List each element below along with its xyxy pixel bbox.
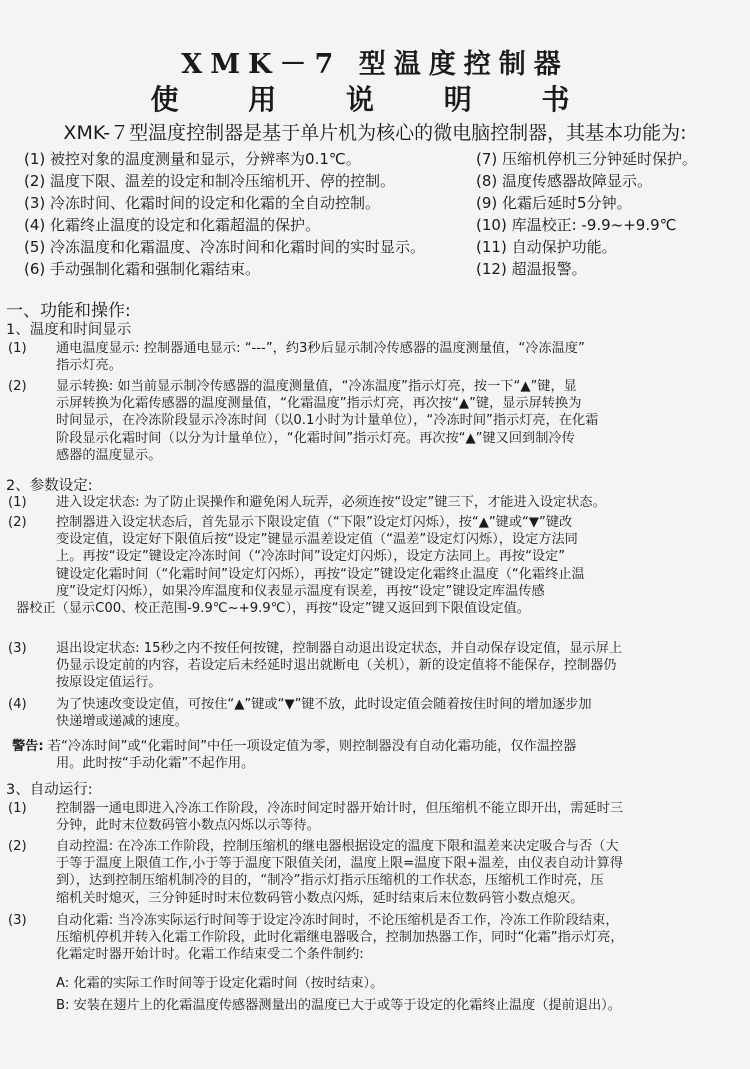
- feature-item: (11) 自动保护功能。: [476, 238, 617, 256]
- section-heading: 一、功能和操作:: [6, 301, 131, 321]
- feature-item: (2) 温度下限、温差的设定和制冷压缩机开、停的控制。: [24, 172, 396, 190]
- feature-list-right: [476, 148, 697, 280]
- subsection-heading: 2、参数设定:: [6, 478, 93, 494]
- feature-item: (12) 超温报警。: [476, 260, 587, 278]
- warning-block: 警告: 若“冷冻时间”或“化霜时间”中任一项设定值为零，则控制器没有自动化霜功能，仅作温控器 用。此时按“手动化霜”不起作用。: [12, 739, 577, 772]
- condition-a: A: 化霜的实际工作时间等于设定化霜时间（按时结束）。: [56, 976, 384, 991]
- page-title: XMK－7 型温度控制器: [181, 49, 569, 80]
- paragraph: (3) 退出设定状态: 15秒之内不按任何按键，控制器自动退出设定状态，并自动保存设定值，显示屏上 仍显示设定前的内容，若设定后未经延时退出就断电（关机），新的设定值将不能保存，控制器仍 按原设定值运行。: [8, 641, 623, 691]
- feature-item: (9) 化霜后延时5分钟。: [476, 194, 632, 212]
- page-subtitle: 使 用 说 明 书: [150, 83, 600, 116]
- condition-b: B: 安装在翅片上的化霜温度传感器测量出的温度已大于或等于设定的化霜终止温度（提前退出）。: [56, 998, 621, 1013]
- feature-item: (8) 温度传感器故障显示。: [476, 172, 653, 190]
- subsection-heading: 3、自动运行:: [6, 782, 93, 798]
- feature-item: (6) 手动强制化霜和强制化霜结束。: [24, 260, 261, 278]
- feature-item: (1) 被控对象的温度测量和显示，分辨率为0.1℃。: [24, 150, 361, 168]
- feature-item: (5) 冷冻温度和化霜温度、冷冻时间和化霜时间的实时显示。: [24, 238, 426, 256]
- warning-label: 警告:: [12, 739, 44, 754]
- paragraph: (3) 自动化霜: 当冷冻实际运行时间等于设定冷冻时间时，不论压缩机是否工作，冷冻工作阶段结束， 压缩机停机并转入化霜工作阶段，此时化霜继电器吸合，控制加热器工作，同时“化霜”指示灯亮， 化霜定时器开始计时。化霜工作结束受二个条件制约:: [8, 913, 624, 963]
- intro-text: XMK-７型温度控制器是基于单片机为核心的微电脑控制器，其基本功能为:: [63, 122, 687, 144]
- paragraph: (1) 控制器一通电即进入冷冻工作阶段，冷冻时间定时器开始计时，但压缩机不能立即开出，需延时三 分钟，此时末位数码管小数点闪烁以示等待。: [8, 801, 624, 834]
- feature-item: (10) 库温校正: -9.9~+9.9℃: [476, 216, 677, 234]
- feature-list-left: [24, 148, 425, 280]
- paragraph: (2) 控制器进入设定状态后，首先显示下限设定值（“下限”设定灯闪烁），按“▲”键或“▼”键改 变设定值，设定好下限值后按“设定”键显示温差设定值（“温差”设定灯闪烁），设定方法同 上。再按“设定”键设定冷冻时间（“冷冻时间”设定灯闪烁），设定方法同上。再按“设定” 键设定化霜时间（“化霜时间”设定灯闪烁），再按“设定”键设定化霜终止温度（“化霜终止温 度”设定灯闪烁），如果冷库温度和仪表显示温度有误差，再按“设定”键设定库温传感 器校正（显示C00、校正范围-9.9℃~+9.9℃），再按“设定”键又返回到下限值设定值。: [8, 515, 585, 616]
- feature-item: (7) 压缩机停机三分钟延时保护。: [476, 150, 698, 168]
- feature-item: (3) 冷冻时间、化霜时间的设定和化霜的全自动控制。: [24, 194, 381, 212]
- feature-item: (4) 化霜终止温度的设定和化霜超温的保护。: [24, 216, 321, 234]
- paragraph: (2) 显示转换: 如当前显示制冷传感器的温度测量值，“冷冻温度”指示灯亮，按一下“▲”键，显 示屏转换为化霜传感器的温度测量值，“化霜温度”指示灯亮，再次按“▲”键，显示屏转换为 时间显示，在冷冻阶段显示冷冻时间（以0.1小时为计量单位），“冷冻时间”指示灯亮，在化霜 阶段显示化霜时间（以分为计量单位），“化霜时间”指示灯亮。再次按“▲”键又回到制冷传 感器的温度显示。: [8, 379, 599, 463]
- subsection-heading: 1、温度和时间显示: [6, 322, 132, 338]
- paragraph: (1) 进入设定状态: 为了防止误操作和避免闲人玩弄，必须连按“设定”键三下，才能进入设定状态。: [8, 495, 606, 510]
- paragraph: (4) 为了快速改变设定值，可按住“▲”键或“▼”键不放，此时设定值会随着按住时间的增加逐步加 快递增或递减的速度。: [8, 697, 592, 730]
- paragraph: (2) 自动控温: 在冷冻工作阶段，控制压缩机的继电器根据设定的温度下限和温差来决定吸合与否（大 于等于温度上限值工作,小于等于温度下限值关闭，温度上限=温度下限+温差，由仪表自动计算得 到），达到控制压缩机制冷的目的，“制冷”指示灯指示压缩机的工作状态，压缩机工作时亮，压 缩机关时熄灭，三分钟延时时末位数码管小数点闪烁，延时结束后末位数码管小数点熄灭。: [8, 839, 623, 906]
- paragraph: (1) 通电温度显示: 控制器通电显示: “---”，约3秒后显示制冷传感器的温度测量值，“冷冻温度” 指示灯亮。: [8, 341, 585, 374]
